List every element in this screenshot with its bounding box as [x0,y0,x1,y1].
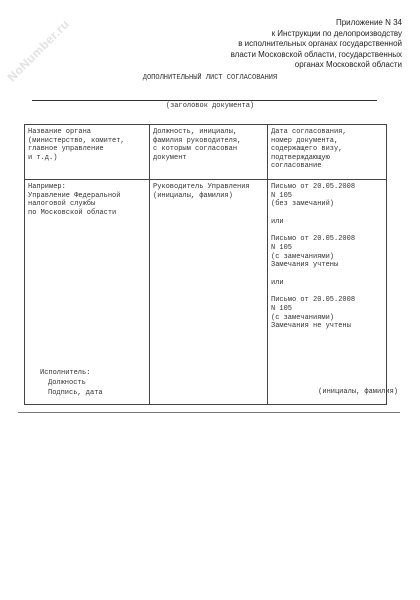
header-organ: Название органа (министерство, комитет, главное управление и т.д.) [25,125,150,180]
form-title: ДОПОЛНИТЕЛЬНЫЙ ЛИСТ СОГЛАСОВАНИЯ [142,74,278,82]
appendix-line: Приложение N 34 [335,18,402,27]
approval-or: или [271,217,284,226]
cell-position: Руководитель Управления (инициалы, фамилия) [150,180,268,405]
executor-position: Должность [48,379,86,387]
header-approval-date: Дата согласования, номер документа, содержащего визу, подтверждающую согласование [268,125,387,180]
appendix-line: в исполнительных органах государственной [238,39,402,48]
header-position: Должность, инициалы, фамилия руководителя, с которым согласован документ [150,125,268,180]
executor-label: Исполнитель: [40,369,91,377]
approval-entry: Письмо от 20.05.2008 N 105 (без замечаний) [271,183,356,209]
appendix-line: к Инструкции по делопроизводству [271,28,402,38]
executor-signature-date: Подпись, дата [48,389,103,397]
watermark: NoNumber.ru [4,16,73,85]
appendix-line: власти Московской области, государственных [230,49,402,59]
document-title-line [32,100,377,101]
appendix-line: органах Московской области [294,60,402,69]
table-header-row [25,125,387,180]
document-title-caption: (заголовок документа) [165,102,255,110]
cell-organ: Например: Управление Федеральной налоговой службы по Московской области [25,180,150,405]
approval-entry: Письмо от 20.05.2008 N 105 (с замечаниями) Замечания не учтены [271,296,356,331]
appendix-header [152,18,402,71]
approval-or: или [271,278,284,287]
approval-entry: Письмо от 20.05.2008 N 105 (с замечаниями) Замечания учтены [271,235,356,270]
approval-table [24,124,387,405]
footer-divider [18,412,400,413]
executor-block [40,368,103,398]
executor-name-placeholder: (инициалы, фамилия) [318,388,398,396]
cell-approval [268,180,387,405]
